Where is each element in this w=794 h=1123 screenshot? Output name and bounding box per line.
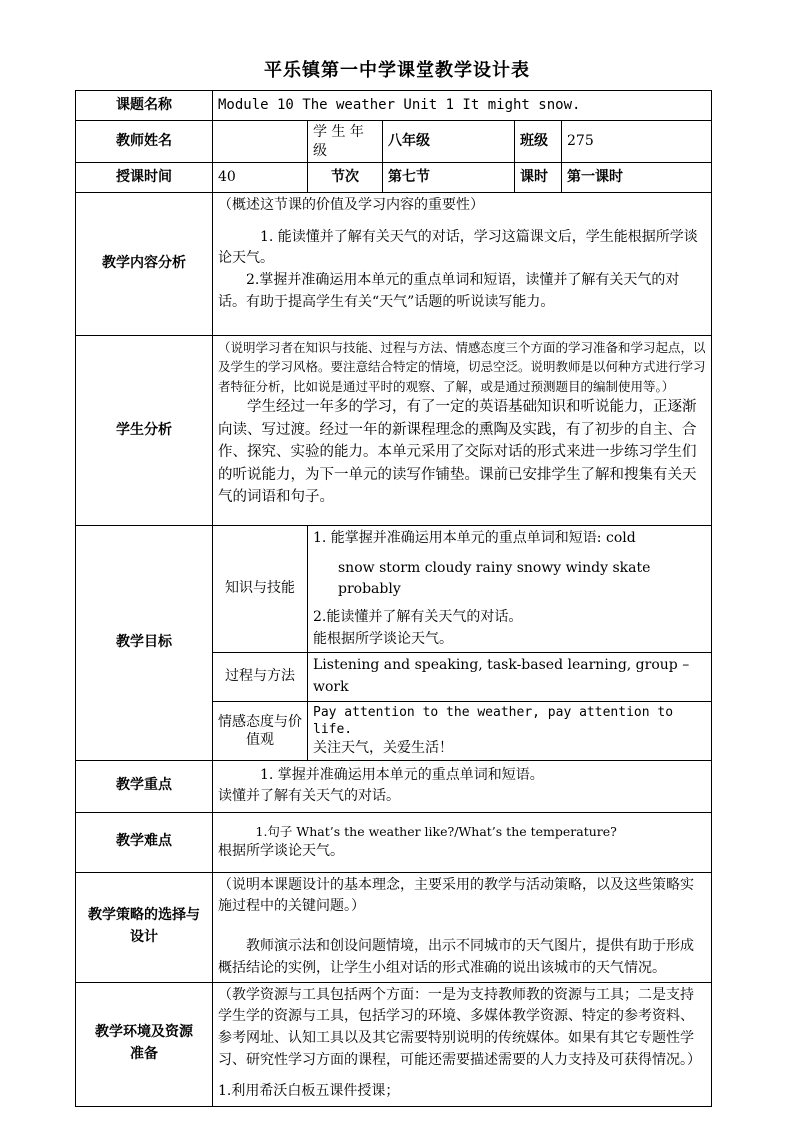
strategy-label: 教学策略的选择与设计: [76, 872, 213, 982]
time-value: 40: [213, 163, 308, 193]
topic-label: 课题名称: [76, 91, 213, 121]
key-points-label: 教学重点: [76, 760, 213, 812]
content-analysis-label: 教学内容分析: [76, 193, 213, 336]
content-analysis-cell: [213, 193, 712, 336]
attitude-cell: [308, 701, 712, 760]
row-difficulties: [76, 812, 712, 872]
topic-value: Module 10 The weather Unit 1 It might snow.: [213, 91, 712, 121]
knowledge-cell: [308, 526, 712, 653]
student-analysis-label: 学生分析: [76, 336, 213, 526]
time-label: 授课时间: [76, 163, 213, 193]
lesson-plan-table: [75, 90, 712, 1107]
difficulties-line-2: 根据所学谈论天气。: [218, 843, 344, 860]
period-label: 课时: [515, 163, 562, 193]
difficulties-cell: [213, 812, 712, 872]
difficulties-line-1: 1.句子 What’s the weather like?/What’s the temperature?: [255, 823, 617, 839]
process-value: Listening and speaking, task-based learning, group – work: [308, 653, 712, 701]
knowledge-label: 知识与技能: [213, 526, 308, 653]
teacher-value: [213, 121, 308, 163]
class-label: 班级: [515, 121, 562, 163]
process-label: 过程与方法: [213, 653, 308, 701]
content-analysis-p2: 2.掌握并准确运用本单元的重点单词和短语，读懂并了解有关天气的对话。有助于提高学生有关“天气”话题的听说读写能力。: [218, 272, 680, 310]
knowledge-line-4: 能根据所学谈论天气。: [313, 630, 453, 647]
class-value: 275: [562, 121, 712, 163]
resources-item-1: 1.利用希沃白板五课件授课；: [218, 1083, 400, 1100]
row-teacher: [76, 121, 712, 163]
session-value: 第七节: [383, 163, 515, 193]
session-label: 节次: [308, 163, 383, 193]
grade-label: 学 生 年级: [308, 121, 383, 163]
attitude-line-2: 关注天气，关爱生活！: [313, 739, 453, 756]
strategy-cell: [213, 872, 712, 982]
student-analysis-cell: [213, 336, 712, 526]
resources-note: （教学资源与工具包括两个方面：一是为支持教师教的资源与工具；二是支持学生学的资源与工具，包括学习的环境、多媒体教学资源、特定的参考资料、参考网址、认知工具以及其它需要特别说明的传统媒体。如果有其它专题性学习、研究性学习方面的课程，可能还需要描述需要的人力支持及可获得情况。）: [218, 986, 701, 1068]
key-points-cell: [213, 760, 712, 812]
resources-label: 教学环境及资源准备: [76, 982, 213, 1106]
knowledge-line-3: 2.能读懂并了解有关天气的对话。: [313, 609, 523, 626]
page-title: 平乐镇第一中学课堂教学设计表: [264, 60, 530, 81]
attitude-line-1: Pay attention to the weather, pay attention to life.: [313, 704, 674, 738]
period-value: 第一课时: [562, 163, 712, 193]
strategy-body: 教师演示法和创设问题情境，出示不同城市的天气图片，提供有助于形成概括结论的实例，让学生小组对话的形式准确的说出该城市的天气情况。: [218, 938, 694, 976]
row-key-points: [76, 760, 712, 812]
student-analysis-note: （说明学习者在知识与技能、过程与方法、情感态度三个方面的学习准备和学习起点，以及学生的学习风格。要注意结合特定的情境，切忌空泛。说明教师是以何种方式进行学习者特征分析，比如说是通过平时的观察、了解，或是通过预测题目的编制使用等。）: [218, 340, 706, 394]
attitude-label: 情感态度与价值观: [213, 701, 308, 760]
student-analysis-body: 学生经过一年多的学习，有了一定的英语基础知识和听说能力，正逐渐向读、写过渡。经过一年的新课程理念的熏陶及实践，有了初步的自主、合作、探究、实验的能力。本单元采用了交际对话的形式来进一步练习学生们的听说能力，为下一单元的读写作铺垫。课前已安排学生了解和搜集有关天气的词语和句子。: [218, 399, 697, 505]
teacher-label: 教师姓名: [76, 121, 213, 163]
objectives-label: 教学目标: [76, 526, 213, 761]
row-objectives-knowledge: [76, 526, 712, 653]
knowledge-line-1: 1. 能掌握并准确运用本单元的重点单词和短语: cold: [313, 530, 636, 546]
row-time: [76, 163, 712, 193]
resources-cell: [213, 982, 712, 1106]
key-points-line-2: 读懂并了解有关天气的对话。: [218, 788, 400, 805]
key-points-line-1: 1. 掌握并准确运用本单元的重点单词和短语。: [260, 766, 544, 783]
row-student-analysis: [76, 336, 712, 526]
content-analysis-p1: 1. 能读懂并了解有关天气的对话，学习这篇课文后，学生能根据所学谈论天气。: [218, 228, 698, 267]
grade-value: 八年级: [383, 121, 515, 163]
content-analysis-note: （概述这节课的价值及学习内容的重要性）: [218, 197, 484, 213]
row-strategy: [76, 872, 712, 982]
strategy-note: （说明本课题设计的基本理念，主要采用的教学与活动策略，以及这些策略实施过程中的关键问题。）: [218, 876, 694, 915]
row-topic: [76, 91, 712, 121]
row-resources: [76, 982, 712, 1106]
knowledge-line-2: snow storm cloudy rainy snowy windy skate probably: [338, 559, 651, 598]
row-content-analysis: [76, 193, 712, 336]
difficulties-label: 教学难点: [76, 812, 213, 872]
